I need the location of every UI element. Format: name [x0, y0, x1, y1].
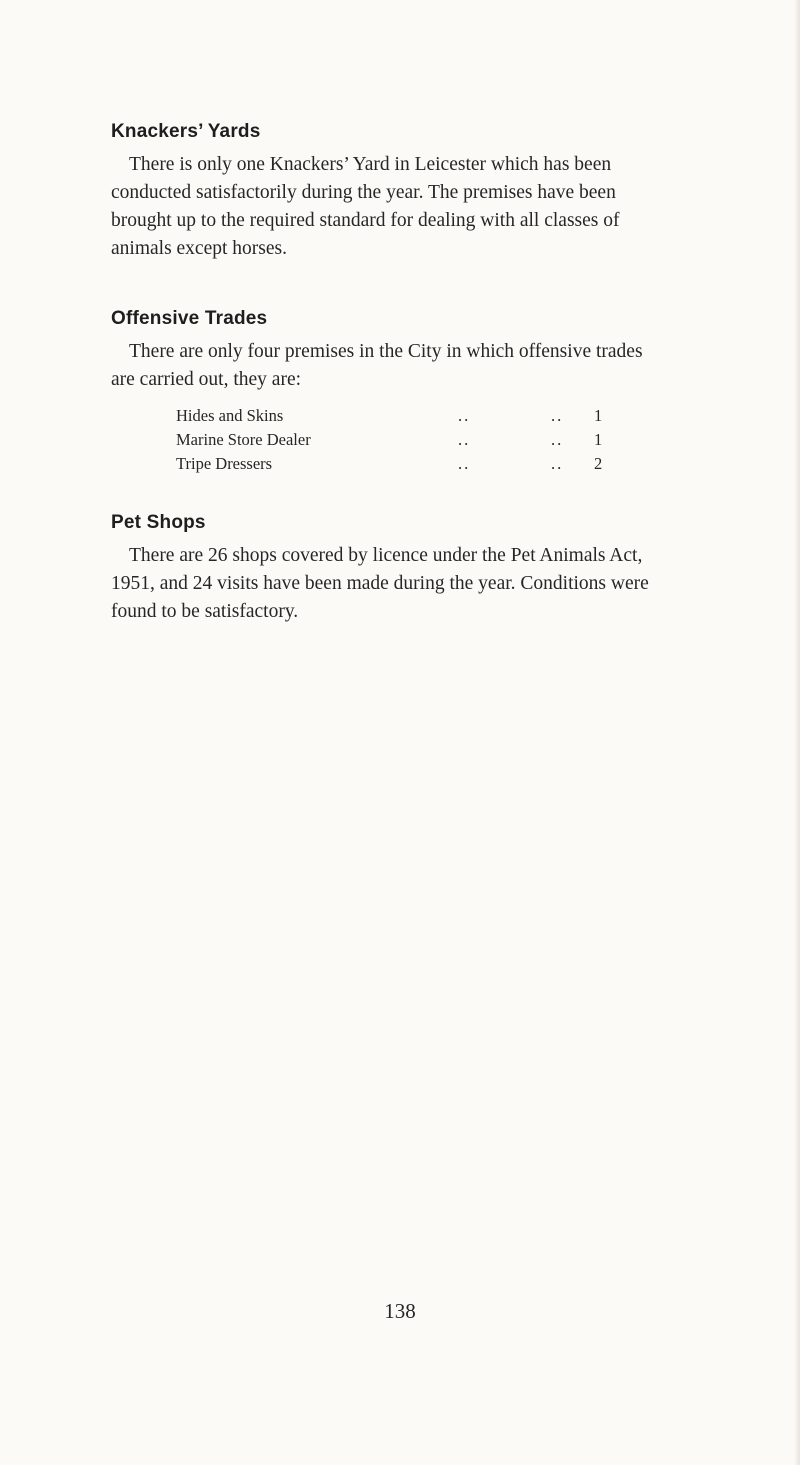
trade-label: Marine Store Dealer — [176, 430, 311, 449]
leader-dots: .. — [458, 430, 471, 449]
trade-count: 2 — [594, 454, 603, 473]
offensive-trades-table — [176, 406, 616, 478]
paragraph-line: brought up to the required standard for dealing with all classes of — [111, 210, 620, 231]
trade-label: Hides and Skins — [176, 406, 284, 425]
paragraph-line: are carried out, they are: — [111, 369, 302, 390]
leader-dots: .. — [551, 406, 564, 425]
knackers-yards-heading: Knackers’ Yards — [111, 121, 261, 142]
page-number: 138 — [384, 1299, 416, 1323]
pet-shops-heading: Pet Shops — [111, 512, 206, 533]
pet-shops-paragraph — [111, 542, 759, 626]
trade-count: 1 — [594, 430, 603, 449]
leader-dots: .. — [551, 430, 564, 449]
knackers-yards-paragraph — [111, 151, 759, 263]
leader-dots: .. — [458, 454, 471, 473]
trade-count: 1 — [594, 406, 603, 425]
table-row — [176, 406, 616, 430]
paragraph-line: animals except horses. — [111, 238, 287, 259]
paragraph-line: There are only four premises in the City in which offensive trades — [129, 341, 643, 362]
offensive-trades-heading: Offensive Trades — [111, 308, 268, 329]
leader-dots: .. — [551, 454, 564, 473]
page-edge-shadow — [794, 0, 800, 1465]
paragraph-line: There is only one Knackers’ Yard in Leicester which has been — [129, 154, 612, 175]
paragraph-line: There are 26 shops covered by licence under the Pet Animals Act, — [129, 545, 643, 566]
leader-dots: .. — [458, 406, 471, 425]
table-row — [176, 430, 616, 454]
offensive-trades-paragraph — [111, 338, 759, 394]
paragraph-line: 1951, and 24 visits have been made during the year. Conditions were — [111, 573, 649, 594]
paragraph-line: found to be satisfactory. — [111, 601, 299, 622]
table-row — [176, 454, 616, 478]
paragraph-line: conducted satisfactorily during the year. The premises have been — [111, 182, 616, 203]
trade-label: Tripe Dressers — [176, 454, 273, 473]
